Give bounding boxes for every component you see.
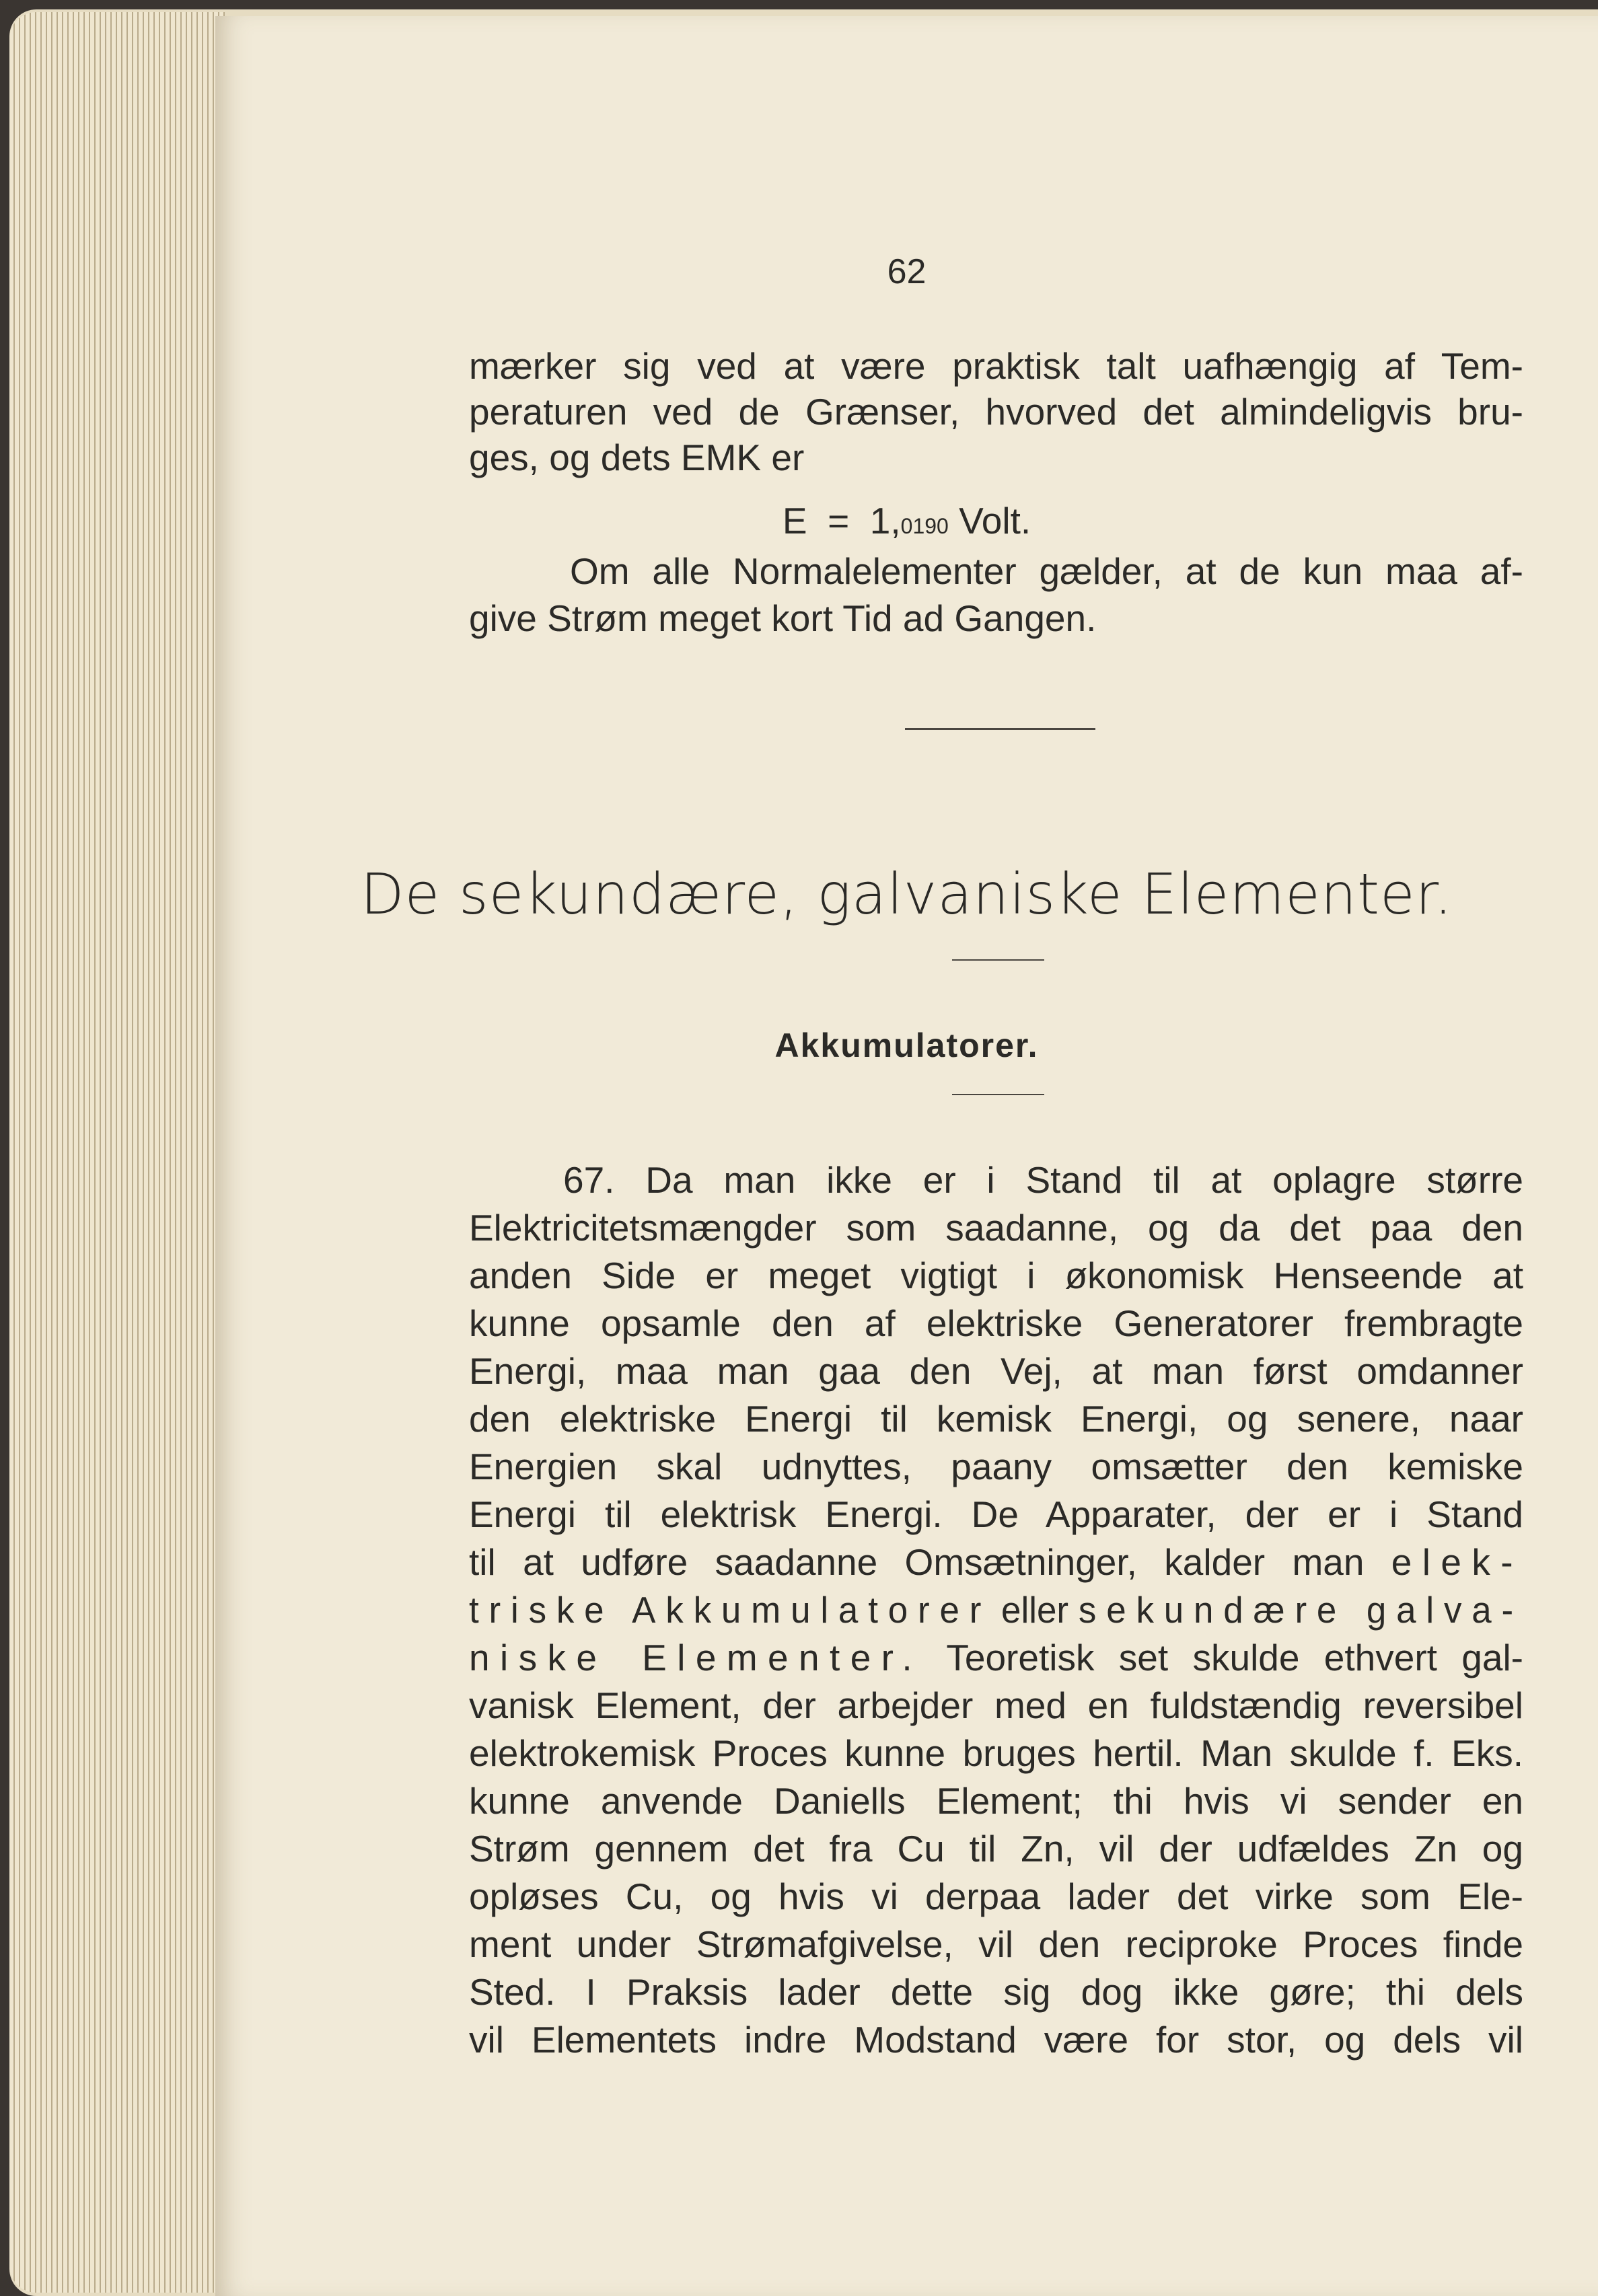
line-text: elektrokemisk Proces kunne bruges hertil. Man skulde f. Eks.	[469, 1732, 1523, 1774]
emphasis-text: niske Elementer.	[469, 1637, 923, 1678]
text-line	[469, 1446, 1523, 1487]
text-line	[469, 1590, 1523, 1630]
line-text: vil Elementets indre Modstand være for stor, og dels vil	[469, 2019, 1523, 2061]
text-line	[469, 1399, 1523, 1439]
heading-rule-top	[952, 959, 1044, 961]
line-text: ges, og dets EMK er	[469, 437, 805, 478]
text-line	[469, 1255, 1523, 1296]
book-page	[215, 16, 1598, 2296]
page-edges	[9, 12, 225, 2293]
line-text: Energi til elektrisk Energi. De Apparater, der er i Stand	[469, 1493, 1523, 1535]
line-text: kunne anvende Daniells Element; thi hvis vi sender en	[469, 1780, 1523, 1822]
emphasis-text: elek-	[1391, 1541, 1523, 1583]
line-text: Om alle Normalelementer gælder, at de kun maa af-	[570, 550, 1523, 592]
text-line	[469, 551, 1523, 591]
line-text: Teoretisk set skulde ethvert gal-	[922, 1637, 1523, 1678]
equation	[215, 499, 1598, 542]
text-line	[469, 1828, 1523, 1869]
text-line	[469, 1303, 1523, 1343]
equation-int: 1,	[869, 500, 901, 542]
section-subheading: Akkumulatorer.	[774, 1027, 1039, 1064]
line-text: give Strøm meget kort Tid ad Gangen.	[469, 597, 1097, 639]
line-text: kunne opsamle den af elektriske Generatorer frembragte	[469, 1302, 1523, 1344]
equation-unit: Volt.	[959, 500, 1031, 542]
equation-fraction: 0190	[900, 514, 949, 538]
text-line	[469, 1876, 1523, 1917]
line-text: mærker sig ved at være praktisk talt uafhængig af Tem-	[469, 345, 1523, 387]
line-text: til at udføre saadanne Omsætninger, kalder man	[469, 1541, 1391, 1583]
page-number: 62	[887, 252, 927, 291]
line-text: Energi, maa man gaa den Vej, at man først omdanner	[469, 1350, 1523, 1392]
text-line	[469, 1160, 1523, 1200]
text-line	[469, 1781, 1523, 1821]
text-line	[469, 1924, 1523, 1964]
text-line	[469, 1685, 1523, 1726]
line-text: peraturen ved de Grænser, hvorved det almindeligvis bru-	[469, 391, 1523, 433]
text-line	[469, 437, 1523, 478]
line-text: Energien skal udnyttes, paany omsætter den kemiske	[469, 1446, 1523, 1487]
line-text: ment under Strømafgivelse, vil den reciproke Proces finde	[469, 1923, 1523, 1965]
line-text: 67. Da man ikke er i Stand til at oplagre større	[563, 1159, 1523, 1201]
text-line	[469, 392, 1523, 432]
line-text: opløses Cu, og hvis vi derpaa lader det virke som Ele-	[469, 1876, 1523, 1917]
equation-op: =	[828, 500, 850, 542]
text-line	[469, 2020, 1523, 2060]
section-rule	[905, 728, 1095, 730]
line-text: Sted. I Praksis lader dette sig dog ikke gøre; thi dels	[469, 1971, 1523, 2013]
text-line	[469, 346, 1523, 386]
heading-rule-bottom	[952, 1094, 1044, 1095]
text-line	[469, 1351, 1523, 1391]
text-line	[469, 1208, 1523, 1248]
line-text: Strøm gennem det fra Cu til Zn, vil der udfældes Zn og	[469, 1828, 1523, 1869]
text-line	[469, 1494, 1523, 1534]
emphasis-text: sekundære galva-	[1078, 1589, 1523, 1631]
equation-lhs: E	[782, 500, 807, 542]
text-line	[469, 1733, 1523, 1773]
line-text: eller	[991, 1589, 1079, 1631]
chapter-heading: De sekundære, galvaniske Elementer.	[360, 861, 1453, 927]
line-text: Elektricitetsmængder som saadanne, og da det paa den	[469, 1207, 1523, 1249]
text-line	[469, 1542, 1523, 1582]
line-text: den elektriske Energi til kemisk Energi, og senere, naar	[469, 1398, 1523, 1440]
line-text: anden Side er meget vigtigt i økonomisk Henseende at	[469, 1255, 1523, 1296]
line-text: vanisk Element, der arbejder med en fuldstændig reversibel	[469, 1684, 1523, 1726]
text-line	[469, 1637, 1523, 1678]
text-line	[469, 598, 1523, 638]
text-line	[469, 1972, 1523, 2012]
emphasis-text: triske Akkumulatorer	[469, 1589, 992, 1631]
